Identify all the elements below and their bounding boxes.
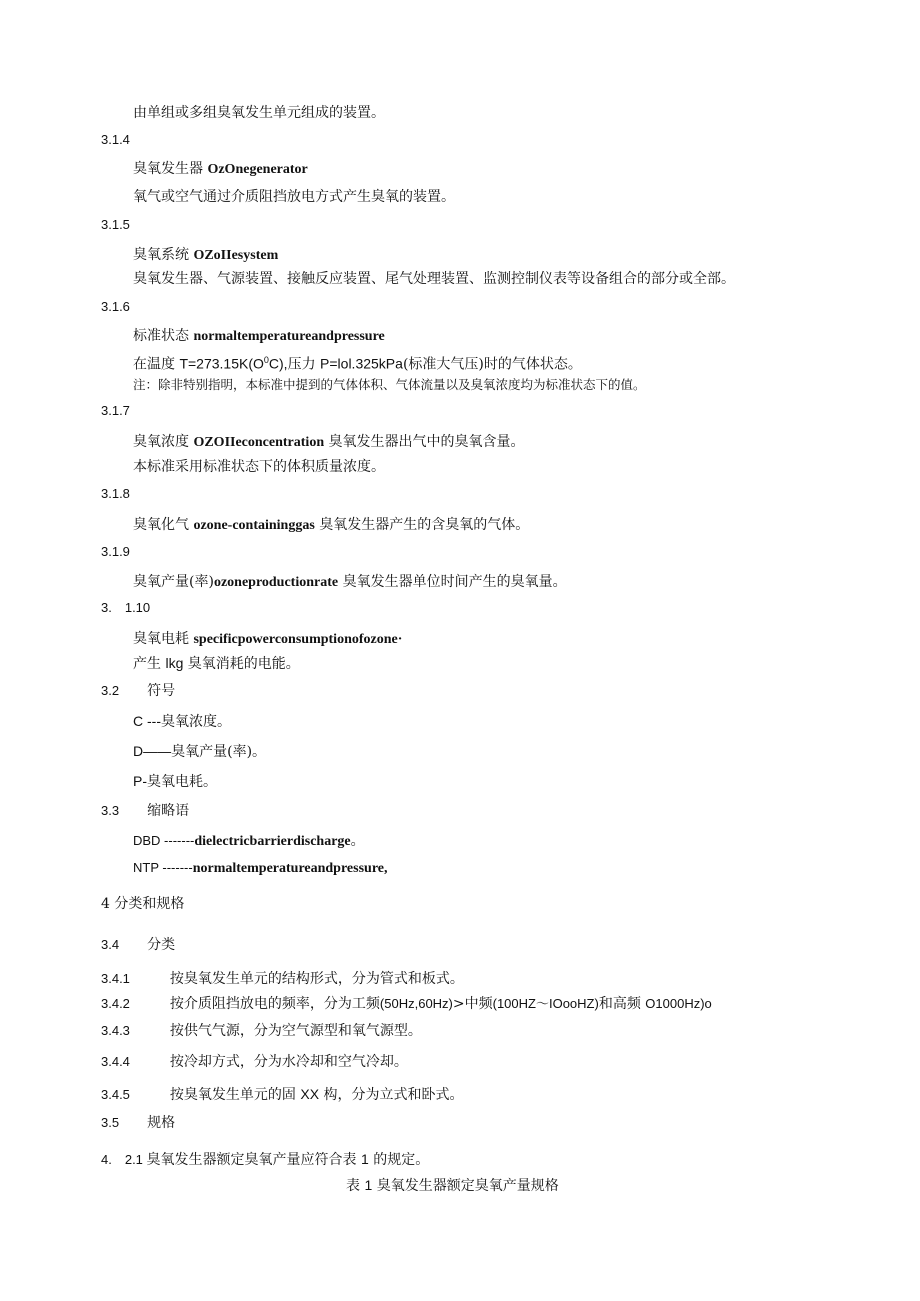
text: 1 — [360, 1151, 369, 1167]
symbol: D—— — [133, 743, 172, 759]
clause — [101, 1022, 422, 1040]
term-cn: 臭氧发生器 — [133, 161, 208, 177]
clause-text: 按冷却方式，分为水冷却和空气冷却。 — [169, 1054, 408, 1070]
definition — [133, 654, 300, 673]
term-cn: 臭氧浓度 — [133, 434, 194, 450]
term-cn: 臭氧化气 — [133, 517, 194, 533]
chapter-heading: 4 分类和规格 — [101, 896, 185, 912]
note: 注：除非特别指明，本标准中提到的气体体积、气体流量以及臭氧浓度均为标准状态下的值。 — [133, 377, 646, 392]
symbol-entry — [133, 742, 266, 761]
clause — [101, 1085, 464, 1104]
symbol-entry — [133, 712, 231, 731]
term-heading — [133, 327, 385, 346]
text: 臭氧消耗的电能。 — [183, 656, 300, 672]
term-en: OZoIIesystem — [193, 248, 279, 263]
symbol: C --- — [133, 713, 161, 729]
text: 在温度 — [133, 356, 180, 373]
abbreviation: NTP ------- — [133, 860, 193, 875]
symbol: P- — [133, 773, 147, 789]
text: 臭氧发生器额定臭氧产量应符合表 — [146, 1152, 361, 1168]
clause-text: XX — [300, 1086, 320, 1102]
section-number: 3.4 — [101, 937, 120, 952]
section-title: 缩略语 — [147, 803, 190, 819]
text: 表 — [346, 1178, 365, 1194]
symbol-meaning: 臭氧电耗。 — [147, 774, 217, 790]
clause-text: 按臭氧发生单元的结构形式，分为管式和板式。 — [169, 971, 464, 987]
clause-text: 和高频 — [598, 996, 646, 1012]
term-en: normaltemperatureandpressure — [193, 329, 385, 344]
text: 压力 — [287, 356, 321, 373]
term-definition: 臭氧发生器单位时间产生的臭氧量。 — [338, 574, 567, 590]
clause-text: (100HZ～IOooHZ) — [492, 996, 599, 1011]
text: 的规定。 — [368, 1152, 430, 1168]
symbol-meaning: 臭氧浓度。 — [161, 714, 231, 730]
clause-number: 3.1.8 — [101, 486, 130, 501]
clause-number: 3.4.4 — [101, 1054, 130, 1069]
clause-number: 3.1.4 — [101, 132, 130, 147]
clause-number: 3.4.5 — [101, 1087, 130, 1102]
section-heading — [101, 936, 175, 954]
section-heading — [101, 802, 189, 820]
section-title: 分类 — [147, 937, 176, 953]
term-cn: 臭氧产量(率) — [133, 574, 214, 590]
section-heading — [101, 682, 175, 700]
text: 臭氧发生器额定臭氧产量规格 — [372, 1178, 559, 1194]
term-en: ozone-containinggas — [193, 518, 315, 533]
clause — [101, 995, 712, 1013]
section-number: 3.5 — [101, 1115, 120, 1130]
abbreviation-entry — [133, 859, 388, 878]
term-heading — [133, 630, 402, 649]
clause-text: 构，分为立式和卧式。 — [319, 1087, 464, 1103]
symbol-meaning: 臭氧产量(率)。 — [171, 744, 267, 760]
definition: 本标准采用标准状态下的体积质量浓度。 — [133, 459, 385, 475]
text: 由单组或多组臭氧发生单元组成的装置。 — [133, 105, 385, 121]
clause-number: 3.1.9 — [101, 544, 130, 559]
text: 1 — [364, 1177, 373, 1193]
text: P=lol.325kPa — [320, 355, 403, 372]
definition: 臭氧发生器、气源装置、接触反应装置、尾气处理装置、监测控制仪表等设备组合的部分或全部。 — [133, 271, 735, 287]
clause-number: 3.1.7 — [101, 403, 130, 418]
clause-text: >中频 — [452, 996, 493, 1012]
clause-number: 3. 1.10 — [101, 600, 151, 615]
term-heading — [133, 246, 278, 265]
paragraph — [133, 104, 385, 122]
clause-text: 按臭氧发生单元的固 — [169, 1087, 301, 1103]
section-number: 3.3 — [101, 803, 120, 818]
symbol-entry — [133, 772, 217, 791]
term-heading — [133, 573, 567, 592]
term-heading — [133, 516, 529, 535]
paragraph — [101, 1150, 429, 1169]
abbreviation-expansion: normaltemperatureandpressure, — [192, 861, 388, 876]
clause-number: 3.4.1 — [101, 971, 130, 986]
text: T=273.15K(O — [179, 355, 264, 372]
clause-text: O1000Hz)o — [645, 996, 712, 1011]
text: 。 — [350, 833, 365, 849]
definition: 氧气或空气通过介质阻挡放电方式产生臭氧的装置。 — [133, 189, 455, 205]
term-heading — [133, 433, 525, 452]
abbreviation-entry — [133, 832, 365, 851]
clause — [101, 970, 464, 988]
clause-number: 3.4.2 — [101, 996, 130, 1011]
clause-number: 3.4.3 — [101, 1023, 130, 1038]
text: 产生 — [133, 656, 166, 672]
definition — [133, 351, 582, 374]
term-cn: 臭氧电耗 — [133, 631, 194, 647]
table-caption — [346, 1176, 559, 1195]
term-heading — [133, 160, 308, 179]
section-title: 符号 — [147, 683, 176, 699]
abbreviation: DBD ------- — [133, 833, 195, 848]
clause-text: 按介质阻挡放电的频率，分为工频 — [169, 996, 380, 1012]
clause-number: 4. 2.1 — [101, 1152, 147, 1167]
clause-number: 3.1.5 — [101, 217, 130, 232]
term-cn: 标准状态 — [133, 328, 194, 344]
clause-text: 按供气气源，分为空气源型和氧气源型。 — [169, 1023, 422, 1039]
term-en: OzOnegenerator — [207, 162, 308, 177]
clause-text: (50Hz,60Hz) — [379, 996, 453, 1011]
section-title: 规格 — [147, 1115, 176, 1131]
term-en: ozoneproductionrate — [213, 575, 339, 590]
clause-number: 3.1.6 — [101, 299, 130, 314]
abbreviation-expansion: dielectricbarrierdischarge — [194, 834, 351, 849]
section-number: 3.2 — [101, 683, 120, 698]
section-heading — [101, 1114, 175, 1132]
term-definition: 臭氧发生器出气中的臭氧含量。 — [324, 434, 525, 450]
superscript: 0 — [263, 355, 269, 365]
term-definition: 臭氧发生器产生的含臭氧的气体。 — [314, 517, 530, 533]
clause — [101, 1053, 408, 1071]
text: lkg — [165, 655, 184, 671]
term-en: OZOIIeconcentration — [193, 435, 325, 450]
term-en: specificpowerconsumptionofozone· — [193, 632, 403, 647]
text: C), — [268, 355, 288, 372]
text: (标准大气压)时的气体状态。 — [402, 356, 582, 373]
term-cn: 臭氧系统 — [133, 247, 194, 263]
